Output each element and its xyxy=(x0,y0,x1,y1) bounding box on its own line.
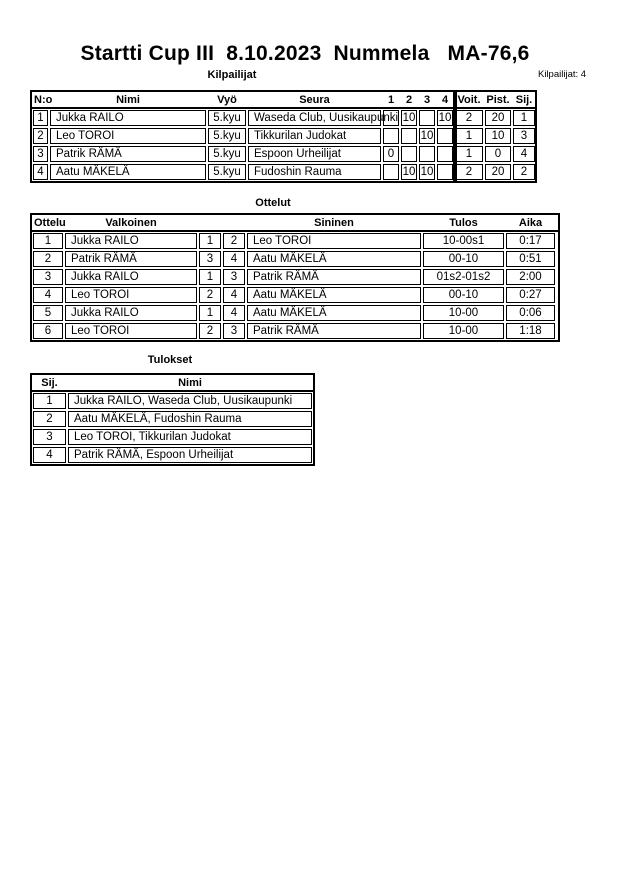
cell-score3: 10 xyxy=(419,128,435,144)
header-belt: Vyö xyxy=(217,93,237,106)
cell-score3 xyxy=(419,110,435,126)
cell-match-no: 2 xyxy=(33,251,63,267)
ottelut-heading: Ottelut xyxy=(255,197,291,209)
cell-score2 xyxy=(401,128,417,144)
cell-white-name: Leo TOROI xyxy=(65,287,197,303)
cell-place: 2 xyxy=(513,164,535,180)
cell-wins: 1 xyxy=(455,128,483,144)
cell-belt: 5.kyu xyxy=(208,146,246,162)
cell-score4 xyxy=(437,128,453,144)
cell-blue-name: Aatu MÄKELÄ xyxy=(247,251,421,267)
header-place: Sij. xyxy=(515,93,533,106)
table-row xyxy=(32,392,313,410)
cell-match-no: 3 xyxy=(33,269,63,285)
cell-place: 1 xyxy=(33,393,66,409)
table-row xyxy=(32,109,535,127)
tulokset-heading: Tulokset xyxy=(147,354,193,366)
cell-blue-name: Leo TOROI xyxy=(247,233,421,249)
header-opp1: 1 xyxy=(387,93,395,106)
cell-match-no: 5 xyxy=(33,305,63,321)
matches-table xyxy=(30,213,560,342)
header-no: N:o xyxy=(34,93,53,106)
cell-white-name: Jukka RAILO xyxy=(65,269,197,285)
competitor-count-label: Kilpailijat: 4 xyxy=(538,69,587,80)
cell-white-name: Leo TOROI xyxy=(65,323,197,339)
cell-blue-no: 3 xyxy=(223,323,245,339)
cell-wins: 2 xyxy=(455,110,483,126)
cell-white-no: 2 xyxy=(199,323,221,339)
cell-no: 4 xyxy=(33,164,48,180)
table-row xyxy=(32,145,535,163)
cell-time: 0:06 xyxy=(506,305,555,321)
cell-points: 20 xyxy=(485,164,511,180)
cell-white-no: 3 xyxy=(199,251,221,267)
cell-time: 2:00 xyxy=(506,269,555,285)
cell-white-no: 1 xyxy=(199,269,221,285)
cell-time: 0:17 xyxy=(506,233,555,249)
cell-name: Patrik RÄMÄ, Espoon Urheilijat xyxy=(68,447,312,463)
cell-place: 3 xyxy=(33,429,66,445)
cell-score3 xyxy=(419,146,435,162)
cell-blue-no: 4 xyxy=(223,287,245,303)
cell-result: 00-10 xyxy=(423,251,504,267)
header-opp2: 2 xyxy=(405,93,413,106)
cell-blue-no: 4 xyxy=(223,305,245,321)
cell-wins: 1 xyxy=(455,146,483,162)
results-header-row xyxy=(32,375,313,392)
cell-blue-no: 3 xyxy=(223,269,245,285)
results-table xyxy=(30,373,315,466)
cell-result: 10-00 xyxy=(423,305,504,321)
cell-blue-name: Patrik RÄMÄ xyxy=(247,323,421,339)
cell-club: Tikkurilan Judokat xyxy=(248,128,381,144)
competitors-header-row xyxy=(32,92,535,109)
cell-belt: 5.kyu xyxy=(208,164,246,180)
cell-name: Jukka RAILO xyxy=(50,110,206,126)
cell-blue-name: Aatu MÄKELÄ xyxy=(247,305,421,321)
cell-time: 1:18 xyxy=(506,323,555,339)
table-row xyxy=(32,268,558,286)
cell-white-no: 1 xyxy=(199,305,221,321)
cell-place: 4 xyxy=(513,146,535,162)
cell-blue-no: 2 xyxy=(223,233,245,249)
table-row xyxy=(32,163,535,181)
cell-wins: 2 xyxy=(455,164,483,180)
cell-match-no: 6 xyxy=(33,323,63,339)
header-result: Tulos xyxy=(449,216,478,229)
table-row xyxy=(32,410,313,428)
cell-no: 1 xyxy=(33,110,48,126)
cell-white-no: 2 xyxy=(199,287,221,303)
cell-points: 0 xyxy=(485,146,511,162)
cell-blue-name: Patrik RÄMÄ xyxy=(247,269,421,285)
table-row xyxy=(32,286,558,304)
cell-match-no: 1 xyxy=(33,233,63,249)
table-row xyxy=(32,232,558,250)
header-club: Seura xyxy=(299,93,330,106)
cell-club: Fudoshin Rauma xyxy=(248,164,381,180)
table-row xyxy=(32,446,313,464)
cell-blue-name: Aatu MÄKELÄ xyxy=(247,287,421,303)
matches-header-row xyxy=(32,215,558,232)
header-name: Nimi xyxy=(178,376,202,389)
cell-result: 10-00s1 xyxy=(423,233,504,249)
cell-name: Leo TOROI xyxy=(50,128,206,144)
cell-points: 10 xyxy=(485,128,511,144)
cell-match-no: 4 xyxy=(33,287,63,303)
table-row xyxy=(32,304,558,322)
cell-no: 3 xyxy=(33,146,48,162)
cell-result: 01s2-01s2 xyxy=(423,269,504,285)
cell-score4: 10 xyxy=(437,110,453,126)
cell-name: Leo TOROI, Tikkurilan Judokat xyxy=(68,429,312,445)
cell-place: 1 xyxy=(513,110,535,126)
cell-belt: 5.kyu xyxy=(208,110,246,126)
cell-points: 20 xyxy=(485,110,511,126)
header-name: Nimi xyxy=(116,93,140,106)
cell-blue-no: 4 xyxy=(223,251,245,267)
cell-score1 xyxy=(383,164,399,180)
cell-result: 10-00 xyxy=(423,323,504,339)
header-blue: Sininen xyxy=(314,216,354,229)
cell-score4 xyxy=(437,146,453,162)
cell-score3: 10 xyxy=(419,164,435,180)
cell-name: Aatu MÄKELÄ xyxy=(50,164,206,180)
kilpailijat-heading: Kilpailijat xyxy=(207,69,257,81)
cell-name: Jukka RAILO, Waseda Club, Uusikaupunki xyxy=(68,393,312,409)
header-place: Sij. xyxy=(41,376,58,389)
table-row xyxy=(32,127,535,145)
cell-score2: 10 xyxy=(401,110,417,126)
cell-result: 00-10 xyxy=(423,287,504,303)
cell-white-name: Jukka RAILO xyxy=(65,305,197,321)
cell-place: 3 xyxy=(513,128,535,144)
header-wins: Voit. xyxy=(457,93,481,106)
cell-white-name: Patrik RÄMÄ xyxy=(65,251,197,267)
cell-club: Espoon Urheilijat xyxy=(248,146,381,162)
header-time: Aika xyxy=(518,216,543,229)
cell-name: Patrik RÄMÄ xyxy=(50,146,206,162)
cell-score4 xyxy=(437,164,453,180)
cell-white-no: 1 xyxy=(199,233,221,249)
cell-score2: 10 xyxy=(401,164,417,180)
table-row xyxy=(32,322,558,340)
cell-place: 4 xyxy=(33,447,66,463)
cell-time: 0:51 xyxy=(506,251,555,267)
cell-no: 2 xyxy=(33,128,48,144)
header-points: Pist. xyxy=(486,93,510,106)
cell-club: Waseda Club, Uusikaupunki xyxy=(248,110,381,126)
table-row xyxy=(32,428,313,446)
cell-score1: 0 xyxy=(383,146,399,162)
table-row xyxy=(32,250,558,268)
cell-score1 xyxy=(383,110,399,126)
header-match: Ottelu xyxy=(34,216,66,229)
cell-belt: 5.kyu xyxy=(208,128,246,144)
cell-score2 xyxy=(401,146,417,162)
cell-place: 2 xyxy=(33,411,66,427)
cell-score1 xyxy=(383,128,399,144)
cell-white-name: Jukka RAILO xyxy=(65,233,197,249)
cell-name: Aatu MÄKELÄ, Fudoshin Rauma xyxy=(68,411,312,427)
header-white: Valkoinen xyxy=(105,216,157,229)
page-title: Startti Cup III 8.10.2023 Nummela MA-76,6 xyxy=(80,42,530,65)
header-opp4: 4 xyxy=(441,93,449,106)
header-opp3: 3 xyxy=(423,93,431,106)
competitors-table xyxy=(30,90,537,183)
cell-time: 0:27 xyxy=(506,287,555,303)
